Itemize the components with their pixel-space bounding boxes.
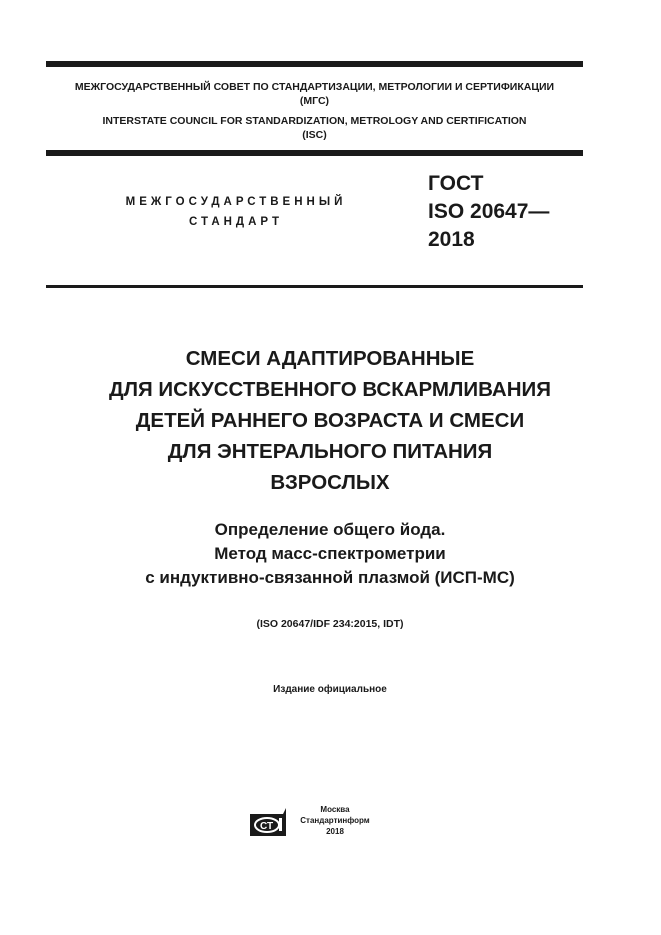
svg-text:СТ: СТ [260,821,274,832]
council-en-abbr: (ISC) [302,129,327,141]
council-header [46,80,583,142]
subtitle-line: Определение общего йода. [214,520,446,539]
title-line: ДЛЯ ЭНТЕРАЛЬНОГО ПИТАНИЯ [167,440,493,463]
title-line: СМЕСИ АДАПТИРОВАННЫЕ [185,347,475,370]
top-rule [46,61,583,67]
thin-rule [46,285,583,288]
edition-label: Издание официальное [273,684,387,695]
standard-code-line2: ISO 20647— [428,200,550,223]
standard-code-line3: 2018 [428,228,475,251]
title-line: ДЛЯ ИСКУССТВЕННОГО ВСКАРМЛИВАНИЯ [109,378,551,401]
title-line: ВЗРОСЛЫХ [270,471,390,494]
subtitle-line: с индуктивно-связанной плазмой (ИСП-МС) [145,568,515,587]
document-subtitle [40,518,620,590]
publisher-year: 2018 [326,827,344,836]
title-line: ДЕТЕЙ РАННЕГО ВОЗРАСТА И СМЕСИ [135,409,525,432]
council-ru-name: МЕЖГОСУДАРСТВЕННЫЙ СОВЕТ ПО СТАНДАРТИЗАЦИИ, МЕТРОЛОГИИ И СЕРТИФИКАЦИИ [74,81,555,93]
subtitle-line: Метод масс-спектрометрии [214,544,446,563]
publisher-city: Москва [320,805,350,814]
iso-reference: (ISO 20647/IDF 234:2015, IDT) [256,618,404,630]
middle-rule [46,150,583,156]
standard-type-line1: МЕЖГОСУДАРСТВЕННЫЙ [125,196,347,208]
document-title [40,343,620,498]
standard-code [428,170,549,254]
standard-type-line2: СТАНДАРТ [189,216,283,228]
council-ru-abbr: (МГС) [299,95,330,107]
council-en-name: INTERSTATE COUNCIL FOR STANDARDIZATION, METROLOGY AND CERTIFICATION [102,115,527,127]
publisher-info [290,804,380,837]
standartinform-logo-icon [249,806,289,836]
standard-type [86,192,386,232]
publisher-name: Стандартинформ [300,816,370,825]
standard-code-line1: ГОСТ [428,172,484,195]
